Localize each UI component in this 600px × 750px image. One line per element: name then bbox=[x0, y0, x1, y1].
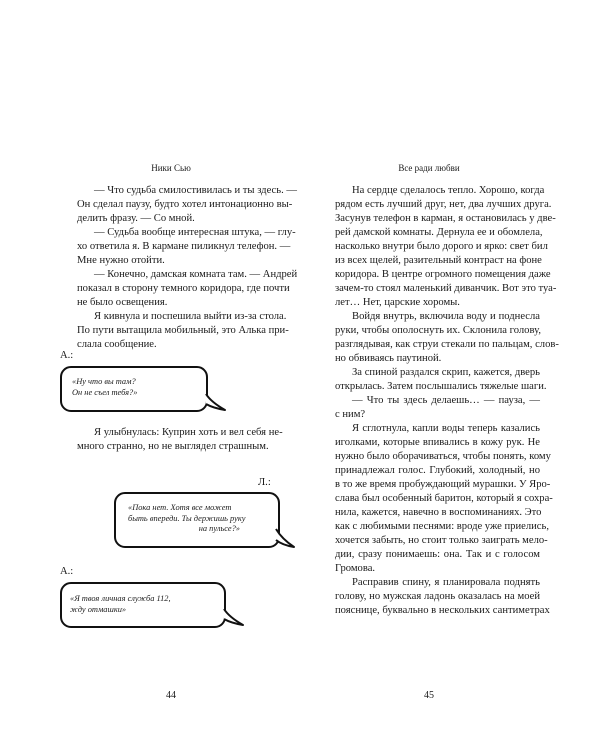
page-number: 45 bbox=[424, 690, 434, 701]
left-text-mid bbox=[60, 426, 282, 454]
chat-bubble-tail-icon bbox=[223, 607, 245, 627]
chat-bubble-tail-icon bbox=[274, 527, 296, 549]
right-running-header: Все ради любви bbox=[398, 163, 460, 173]
chat-speaker: А.: bbox=[60, 350, 74, 361]
page-number: 44 bbox=[166, 690, 176, 701]
chat-speaker: А.: bbox=[60, 566, 74, 577]
chat-bubble-tail-icon bbox=[205, 392, 227, 412]
right-page bbox=[318, 0, 559, 750]
left-running-header: Ники Сью bbox=[151, 163, 191, 173]
paragraph: За спиной раздался скрип, кажется, дверь открылась. Затем послышались тяжелые шаги. bbox=[335, 367, 547, 392]
chat-bubble-incoming: «Ну что вы там? Он не съел тебя?» bbox=[60, 366, 208, 412]
chat-bubble-incoming: «Я твоя личная служба 112, жду отмашки» bbox=[60, 582, 226, 628]
right-text bbox=[318, 184, 559, 618]
paragraph: Расправив спину, я планировала поднять голову, но мужская ладонь оказалась на моей пояснице, буквально в нескольких сантиметрах bbox=[335, 577, 550, 616]
paragraph: Я кивнула и поспешила выйти из-за стола. По пути вытащила мобильный, это Алька при- слала сообщение. bbox=[77, 311, 289, 350]
paragraph: Я улыбнулась: Куприн хоть и вел себя не- много странно, но не выглядел страшным. bbox=[77, 427, 283, 452]
paragraph: — Судьба вообще интересная штука, — глу- хо ответила я. В кармане пиликнул телефон. — Мне нужно отойти. bbox=[77, 227, 296, 266]
paragraph: На сердце сделалось тепло. Хорошо, когда рядом есть лучший друг, нет, два лучших друга. Засунув телефон в карман, я остановилась у две- рей дамской комнаты. Дернула ее и обомлела, насколько внутри было дорого и ярко: свет бил из всех щелей, разительный контраст на фоне коридора. В центре огромного помещения даже зачем-то стоял маленький диванчик. Вот это туа- лет… Нет, царские хоромы. bbox=[335, 185, 557, 308]
chat-speaker: Л.: bbox=[258, 477, 271, 488]
paragraph: — Конечно, дамская комната там. — Андрей показал в сторону темного коридора, где почти не было освещения. bbox=[77, 269, 298, 308]
paragraph: Войдя внутрь, включила воду и поднесла руки, чтобы ополоснуть их. Склонила голову, разглядывая, как струи стекали по пальцам, слов- но обвиваясь паутиной. bbox=[335, 311, 559, 364]
paragraph: — Что ты здесь делаешь… — пауза, — с ним? bbox=[335, 395, 540, 420]
paragraph: — Что судьба смилостивилась и ты здесь. — Он сделал паузу, будто хотел интонационно вы- делить фразу. — Со мной. bbox=[77, 185, 297, 224]
paragraph: Я сглотнула, капли воды теперь казались иголками, которые впивались в кожу рук. Не нужно было оборачиваться, чтобы понять, кому принадлежал голос. Глубокий, холодный, но в то же время пробуждающий мурашки. У Яро- слава был особенный баритон, который я сохра- нила, кажется, навечно в воспоминаниях. Это как с любимыми песнями: вроде уже приелись, хочется забыть, но стоит только заиграть мело- дии, сразу понимаешь: она. Так и с голосом Громова. bbox=[335, 423, 553, 574]
left-page bbox=[60, 0, 298, 750]
left-text-top bbox=[60, 184, 298, 352]
chat-bubble-outgoing: «Пока нет. Хотя все может быть впереди. Ты держишь руку на пульсе?» bbox=[114, 492, 280, 548]
